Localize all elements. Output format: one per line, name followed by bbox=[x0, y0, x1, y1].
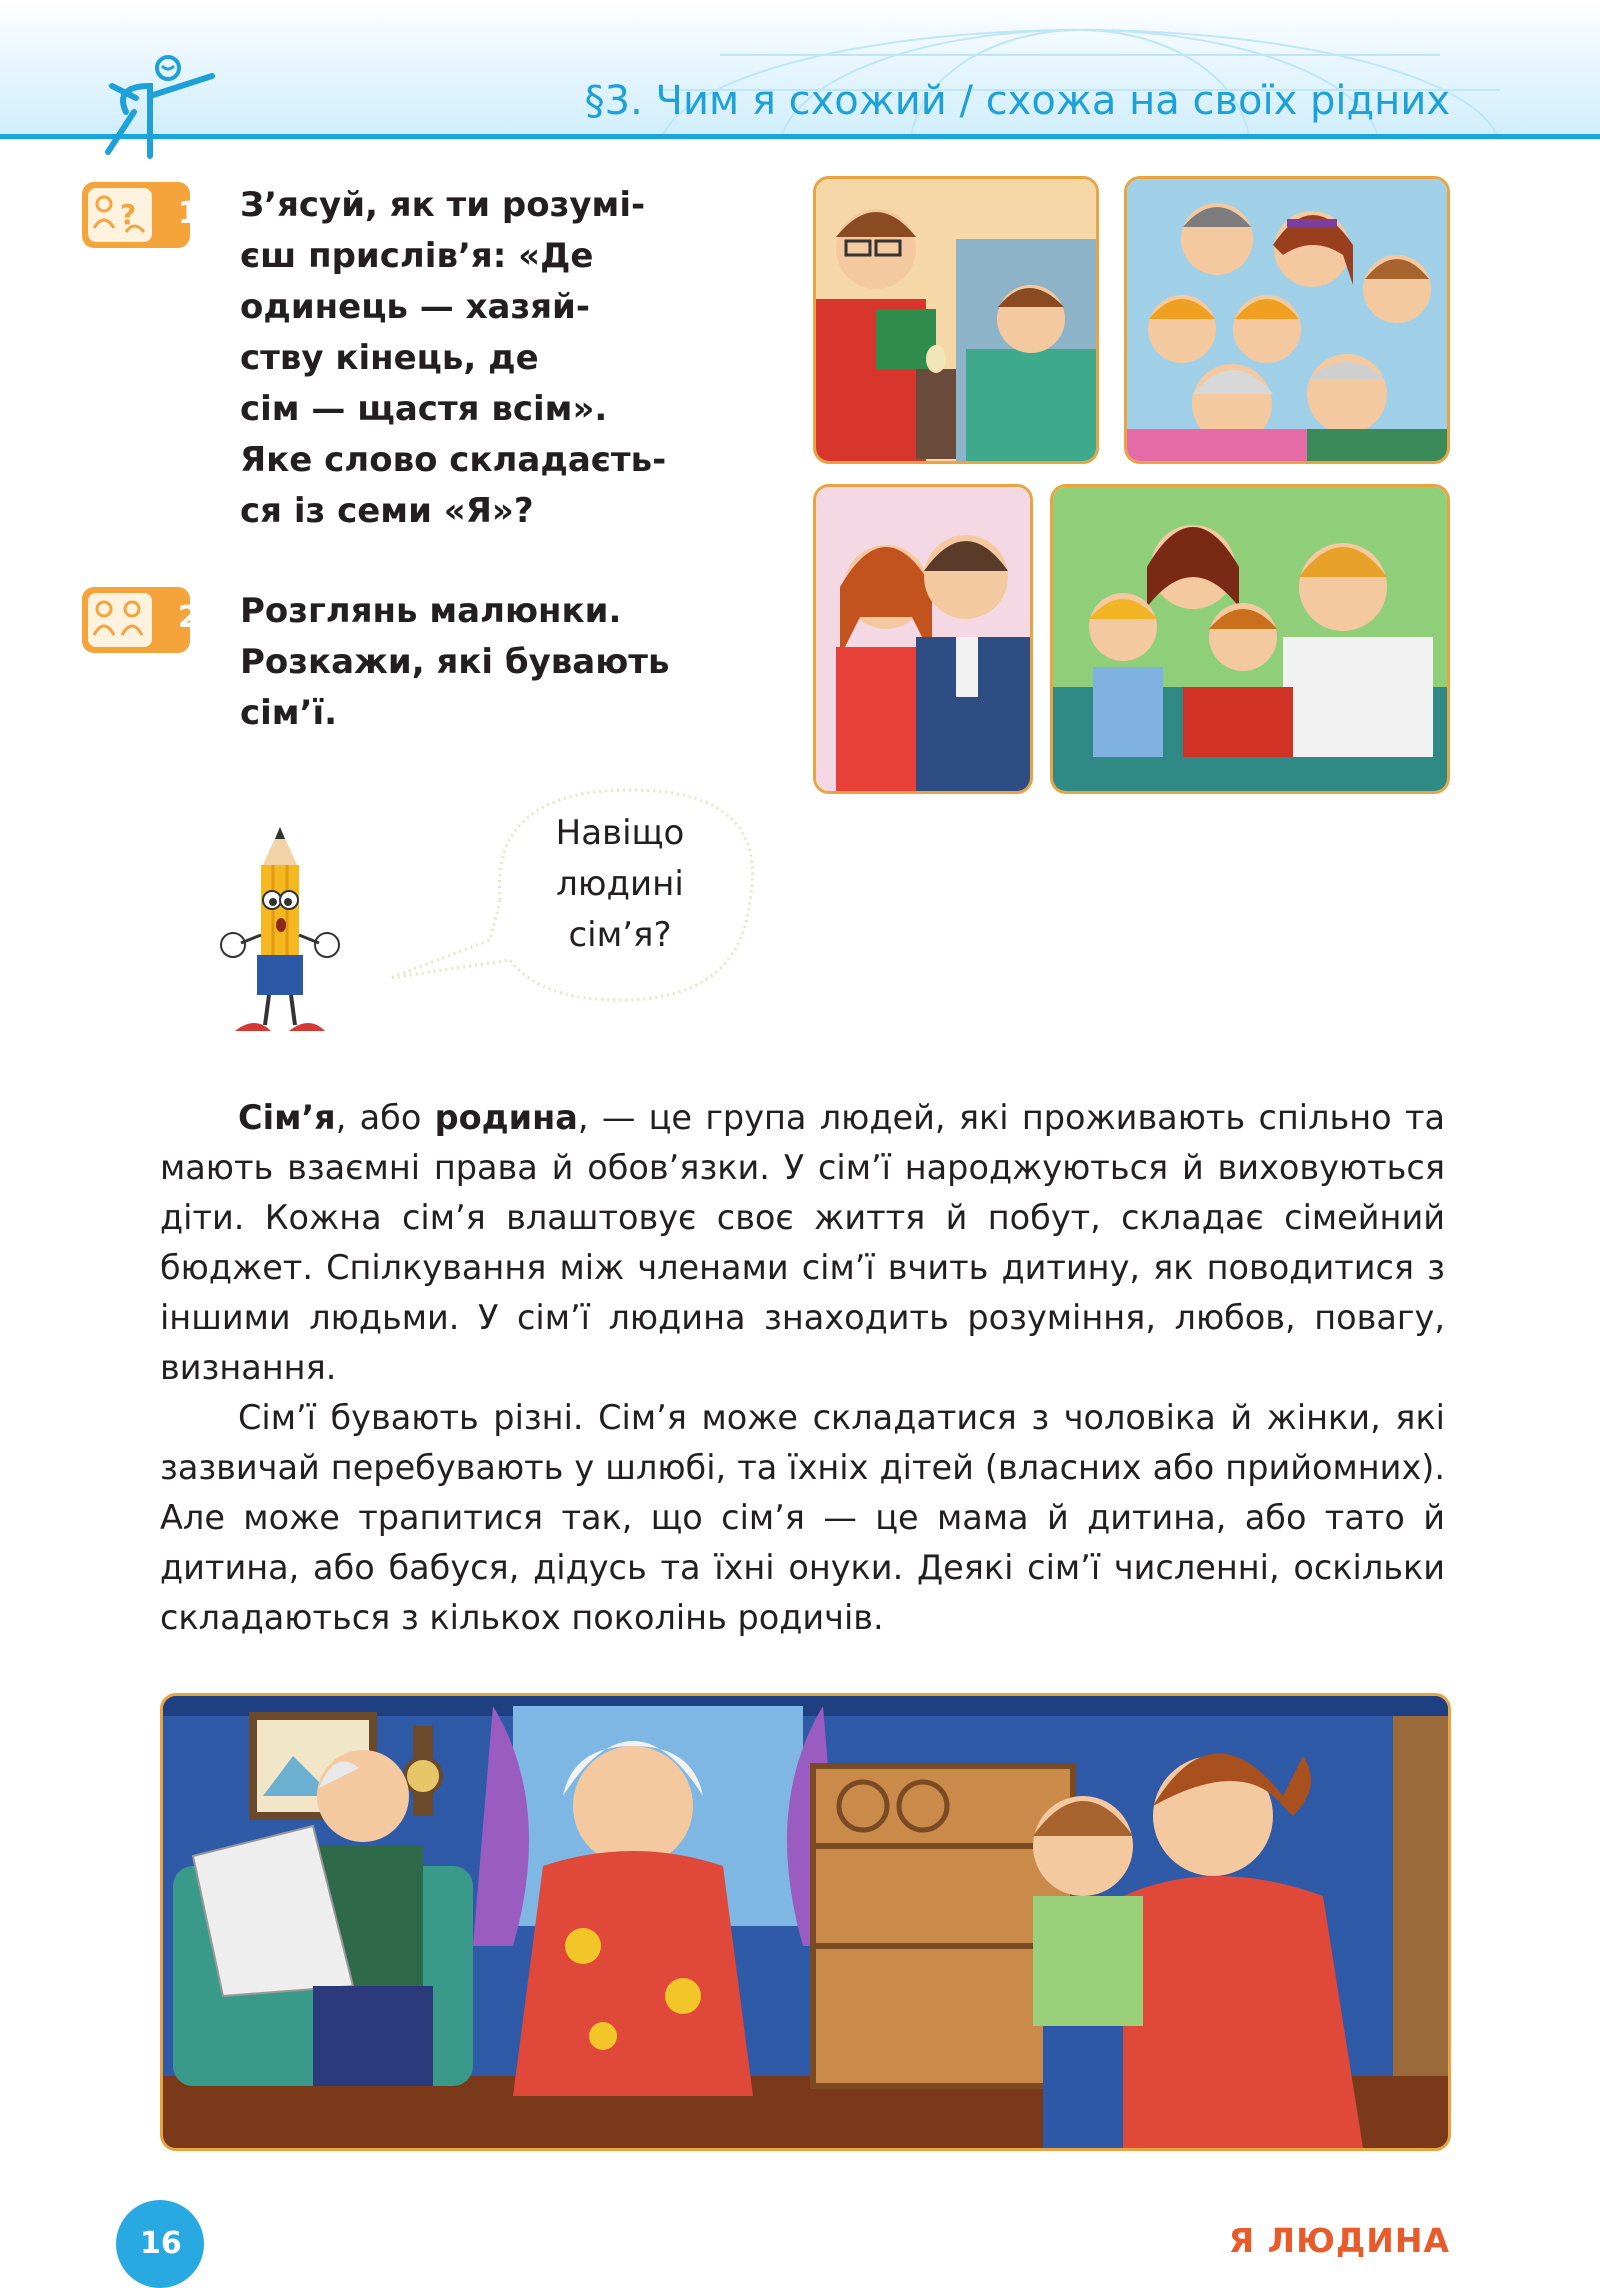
family-picture-couple bbox=[813, 484, 1033, 794]
bubble-question: Навіщо людині сім’я? bbox=[555, 813, 685, 955]
main-text bbox=[160, 1093, 1445, 1643]
header-rule bbox=[0, 134, 1600, 139]
paragraph-definition bbox=[160, 1093, 1445, 1393]
task-2-number: 2 bbox=[178, 600, 199, 635]
pencil-mascot-icon bbox=[205, 825, 355, 1055]
paragraph-family-types: Сім’ї бувають різні. Сім’я може складатися з чоловіка й жінки, які зазвичай перебувають у шлюбі, та їхніх дітей (власних або прийомних). Але може трапитися так, що сім’я — це мама й дитина, або тато й дитина, або бабуся, дідусь та їхні онуки. Деякі сім’ї численні, оскільки складаються з кількох поколінь родичів. bbox=[160, 1398, 1445, 1637]
term-separator: , або bbox=[335, 1098, 435, 1137]
family-picture-father-child bbox=[813, 176, 1099, 464]
task-2-text: Розглянь малюнки. Розкажи, які бувають сім’ї. bbox=[240, 591, 670, 733]
family-picture-large-family bbox=[1124, 176, 1450, 464]
family-scene-illustration bbox=[160, 1693, 1451, 2151]
svg-text:?: ? bbox=[120, 198, 137, 231]
unit-label: Я ЛЮДИНА bbox=[1228, 2221, 1450, 2260]
section-title: §3. Чим я схожий / схожа на своїх рідних bbox=[584, 78, 1450, 124]
task-1-discuss-icon bbox=[80, 180, 192, 250]
page-number: 16 bbox=[140, 2226, 182, 2261]
task-2-discuss-icon bbox=[80, 585, 192, 655]
family-picture-reading-together bbox=[1050, 484, 1450, 794]
ya-logo-icon bbox=[96, 50, 226, 160]
task-1-number: 1 bbox=[178, 196, 199, 231]
term-kin: родина bbox=[434, 1098, 578, 1137]
definition-text: , — це група людей, які проживають спільно та мають взаємні права й обов’язки. У сім’ї народжуються й виховуються діти. Кожна сім’я влаштовує своє життя й побут, складає сімейний бюджет. Спілкування між членами сім’ї вчить дитину, як поводитися з іншими людьми. У сім’ї людина знаходить розуміння, любов, повагу, визнання. bbox=[160, 1098, 1445, 1387]
term-family: Сім’я bbox=[238, 1098, 336, 1137]
task-1-text: З’ясуй, як ти розумі- єш прислів’я: «Де одинець — хазяй- ству кінець, де сім — щастя всім». Яке слово складаєть- ся із семи «Я»? bbox=[240, 185, 667, 531]
